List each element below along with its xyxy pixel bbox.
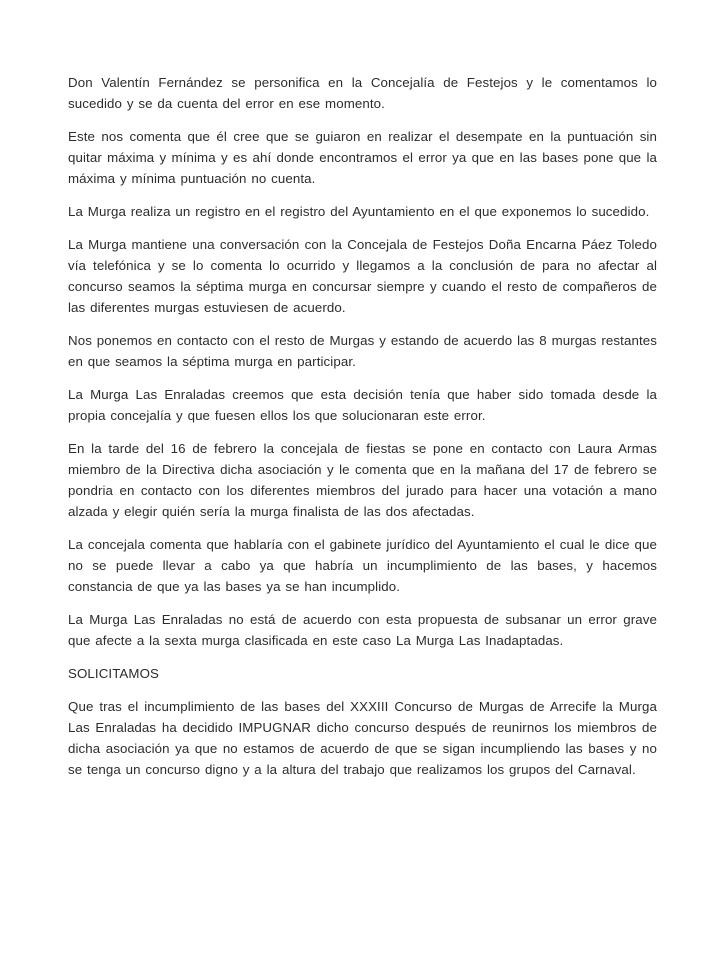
paragraph: Este nos comenta que él cree que se guiaron en realizar el desempate en la puntuación sin quitar máxima y mínima y es ahí donde encontramos el error ya que en las bases pone que la máxima y mínima puntuación no cuenta. (68, 129, 657, 186)
paragraph: Que tras el incumplimiento de las bases del XXXIII Concurso de Murgas de Arrecife la Murga Las Enraladas ha decidido IMPUGNAR dicho concurso después de reunirnos los miembros de dicha asociación ya que no estamos de acuerdo de que se sigan incumpliendo las bases y no se tenga un concurso digno y a la altura del trabajo que realizamos los grupos del Carnaval. (68, 699, 657, 777)
document-body (68, 72, 657, 780)
paragraph: Nos ponemos en contacto con el resto de Murgas y estando de acuerdo las 8 murgas restantes en que seamos la séptima murga en participar. (68, 333, 657, 369)
paragraph: La Murga Las Enraladas no está de acuerdo con esta propuesta de subsanar un error grave que afecte a la sexta murga clasificada en este caso La Murga Las Inadaptadas. (68, 612, 657, 648)
paragraph: La concejala comenta que hablaría con el gabinete jurídico del Ayuntamiento el cual le dice que no se puede llevar a cabo ya que habría un incumplimiento de las bases, y hacemos constancia de que ya las bases ya se han incumplido. (68, 537, 657, 594)
paragraph: En la tarde del 16 de febrero la concejala de fiestas se pone en contacto con Laura Armas miembro de la Directiva dicha asociación y le comenta que en la mañana del 17 de febrero se pondria en contacto con los diferentes miembros del jurado para hacer una votación a mano alzada y elegir quién sería la murga finalista de las dos afectadas. (68, 441, 657, 519)
paragraph: La Murga realiza un registro en el registro del Ayuntamiento en el que exponemos lo sucedido. (68, 204, 650, 219)
paragraph: Don Valentín Fernández se personifica en la Concejalía de Festejos y le comentamos lo sucedido y se da cuenta del error en ese momento. (68, 75, 657, 111)
paragraph: La Murga Las Enraladas creemos que esta decisión tenía que haber sido tomada desde la propia concejalía y que fuesen ellos los que solucionaran este error. (68, 387, 657, 423)
paragraph: La Murga mantiene una conversación con la Concejala de Festejos Doña Encarna Páez Toledo vía telefónica y se lo comenta lo ocurrido y llegamos a la conclusión de para no afectar al concurso seamos la séptima murga en concursar siempre y cuando el resto de compañeros de las diferentes murgas estuviesen de acuerdo. (68, 237, 657, 315)
paragraph: SOLICITAMOS (68, 666, 159, 681)
